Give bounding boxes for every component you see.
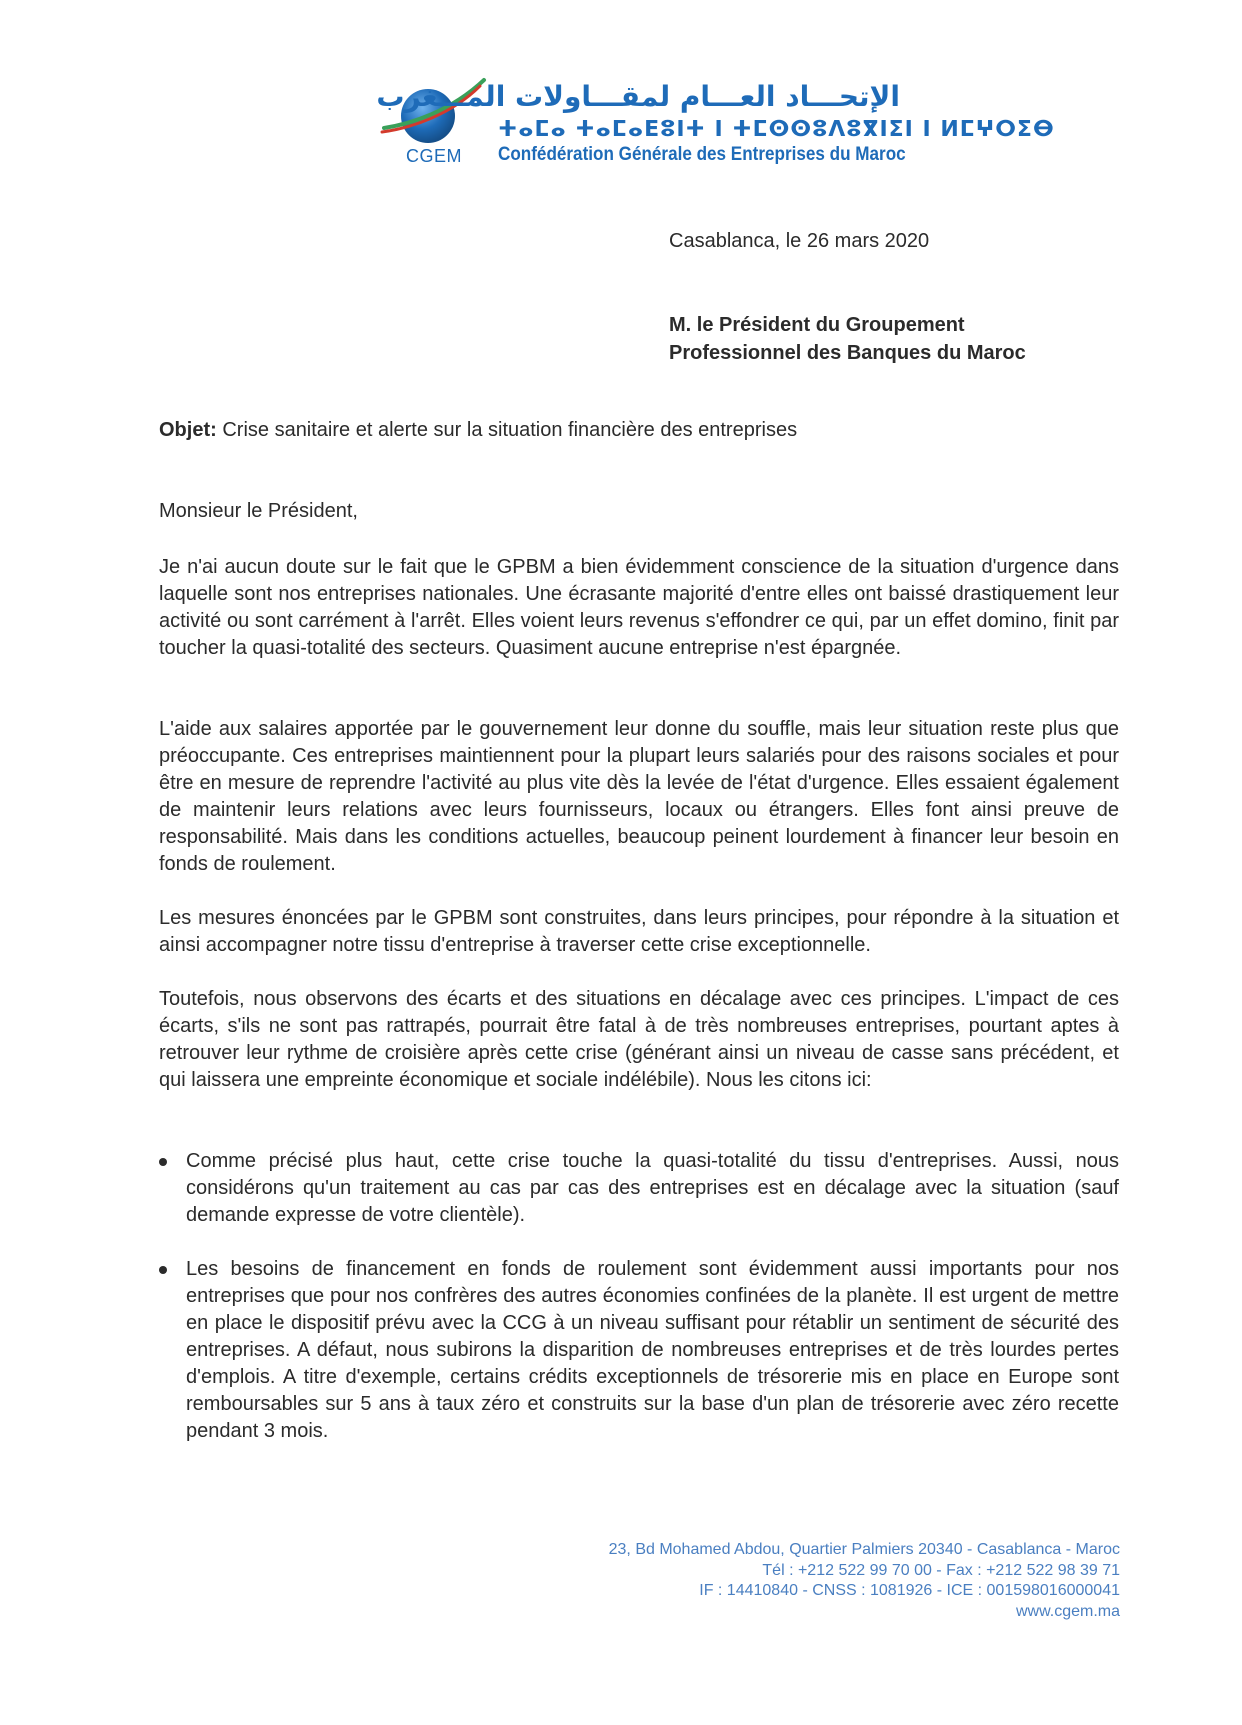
footer-contact (580, 1540, 1120, 1622)
footer-website-link[interactable]: www.cgem.ma (1015, 1602, 1120, 1620)
subject-label: Objet: (159, 419, 217, 441)
body-paragraph: Les mesures énoncées par le GPBM sont construites, dans leurs principes, pour répondre à la situation et ainsi accompagner notre tissu d'entreprise à traverser cette crise exceptionnelle. (159, 907, 1119, 956)
letter-subject (159, 419, 797, 442)
organization-name-arabic: الإتحـــاد العـــام لمقـــاولات المـــغرب (376, 80, 900, 113)
bullet-dot-icon (159, 1158, 167, 1166)
bullet-item (159, 1148, 1119, 1229)
footer-address: 23, Bd Mohamed Abdou, Quartier Palmiers 20340 - Casablanca - Maroc (608, 1541, 1120, 1558)
bullet-list (159, 1148, 1119, 1229)
body-paragraph: L'aide aux salaires apportée par le gouvernement leur donne du souffle, mais leur situation reste plus que préoccupante. Ces entreprises maintiennent pour la plupart leurs salariés pour des raisons sociales et pour être en mesure de reprendre l'activité au plus vite dès la levée de l'état d'urgence. Elles essaient également de maintenir leurs relations avec leurs fournisseurs, locaux ou étrangers. Elles font ainsi preuve de responsabilité. Mais dans les conditions actuelles, beaucoup peinent lourdement à financer leur besoin en fonds de roulement. (159, 718, 1119, 875)
organization-name-tifinagh: ⵜⴰⵎⴰ ⵜⴰⵎⴰⴹⵓⵏⵜ ⵏ ⵜⵎⵙⵙⵓⴷⵓⴳⵏⵉⵏ ⵏ ⵍⵎⵖⵔⵉⴱ (498, 117, 1055, 142)
cgem-logo-text: CGEM (406, 146, 462, 166)
recipient-line: Professionnel des Banques du Maroc (669, 342, 1026, 364)
organization-name-french: Confédération Générale des Entreprises du Maroc (498, 144, 906, 165)
footer-ids: IF : 14410840 - CNSS : 1081926 - ICE : 001598016000041 (699, 1582, 1120, 1599)
bullet-text: Comme précisé plus haut, cette crise touche la quasi-totalité du tissu d'entreprises. Aussi, nous considérons qu'un traitement au cas par cas des entreprises est en décalage avec la situation (sauf demande expresse de votre clientèle). (186, 1150, 1119, 1226)
body-paragraph: Je n'ai aucun doute sur le fait que le GPBM a bien évidemment conscience de la situation d'urgence dans laquelle sont nos entreprises nationales. Une écrasante majorité d'entre elles ont baissé drastiquement leur activité ou sont carrément à l'arrêt. Elles voient leurs revenus s'effondrer ce qui, par un effet domino, finit par toucher la quasi-totalité des secteurs. Quasiment aucune entreprise n'est épargnée. (159, 556, 1119, 659)
body-paragraph: Toutefois, nous observons des écarts et des situations en décalage avec ces principes. L'impact de ces écarts, s'ils ne sont pas rattrapés, pourrait être fatal à de très nombreuses entreprises, pourtant aptes à retrouver leur rythme de croisière après cette crise (générant ainsi un niveau de casse sans précédent, et qui laissera une empreinte économique et sociale indélébile). Nous les citons ici: (159, 988, 1119, 1091)
footer-phone-fax: Tél : +212 522 99 70 00 - Fax : +212 522 98 39 71 (762, 1561, 1120, 1579)
bullet-dot-icon (159, 1266, 167, 1274)
recipient-line: M. le Président du Groupement (669, 314, 965, 336)
salutation: Monsieur le Président, (159, 500, 358, 522)
subject-text: Crise sanitaire et alerte sur la situation financière des entreprises (216, 419, 798, 441)
bullet-item (159, 1256, 1119, 1445)
bullet-list (159, 1256, 1119, 1445)
bullet-text: Les besoins de financement en fonds de roulement sont évidemment aussi importants pour nos entreprises que pour nos confrères des autres économies confinées de la planète. Il est urgent de mettre en place le dispositif prévu avec la CCG à un niveau suffisant pour rétablir un sentiment de sécurité des entreprises. A défaut, nous subirons la disparition de nombreuses entreprises et de très lourdes pertes d'emplois. A titre d'exemple, certains crédits exceptionnels de trésorerie mis en place en Europe sont remboursables sur 5 ans à taux zéro et construits sur la base d'un plan de trésorerie avec zéro recette pendant 3 mois. (186, 1258, 1119, 1442)
letter-date: Casablanca, le 26 mars 2020 (669, 230, 930, 252)
recipient-block (669, 311, 1026, 367)
